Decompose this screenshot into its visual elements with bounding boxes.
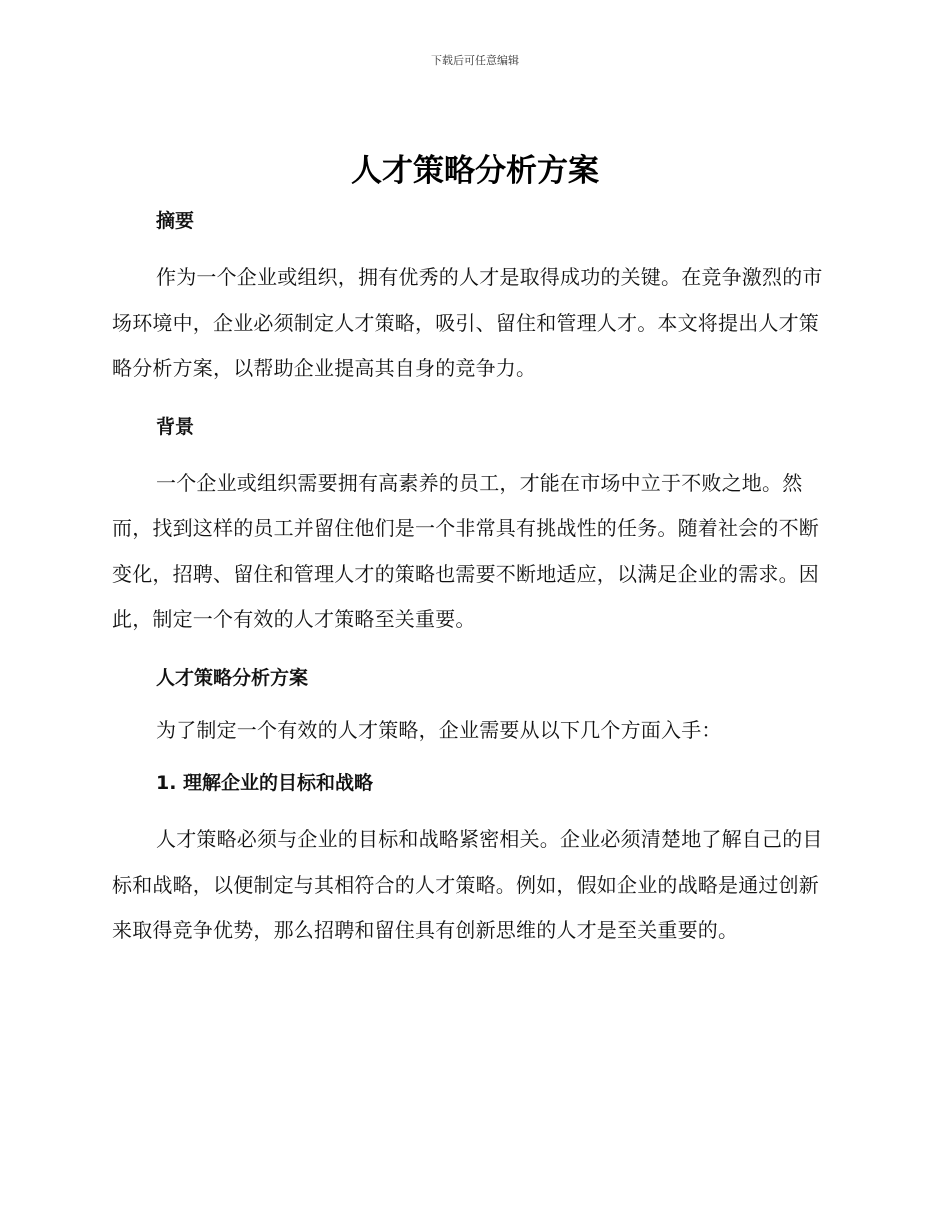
document-body [112, 197, 832, 965]
paragraph-item-1: 人才策略必须与企业的目标和战略紧密相关。企业必须清楚地了解自己的目标和战略，以便制定与其相符合的人才策略。例如，假如企业的战略是通过创新来取得竞争优势，那么招聘和留住具有创新思维的人才是至关重要的。 [112, 827, 823, 942]
section-heading-plan: 人才策略分析方案 [156, 666, 309, 689]
paragraph-plan: 为了制定一个有效的人才策略，企业需要从以下几个方面入手： [156, 717, 722, 742]
section-heading-item-1: 1. 理解企业的目标和战略 [156, 772, 374, 794]
document-title: 人才策略分析方案 [351, 153, 599, 189]
section-heading-abstract: 摘要 [156, 210, 195, 232]
paragraph-background: 一个企业或组织需要拥有高素养的员工，才能在市场中立于不败之地。然而，找到这样的员工并留住他们是一个非常具有挑战性的任务。随着社会的不断变化，招聘、留住和管理人才的策略也需要不断地适应，以满足企业的需求。因此，制定一个有效的人才策略至关重要。 [112, 470, 819, 631]
section-heading-background: 背景 [156, 415, 195, 438]
page-header-note: 下载后可任意编辑 [431, 54, 519, 67]
paragraph-abstract: 作为一个企业或组织，拥有优秀的人才是取得成功的关键。在竞争激烈的市场环境中，企业必须制定人才策略，吸引、留住和管理人才。本文将提出人才策略分析方案，以帮助企业提高其自身的竞争力。 [112, 265, 823, 380]
